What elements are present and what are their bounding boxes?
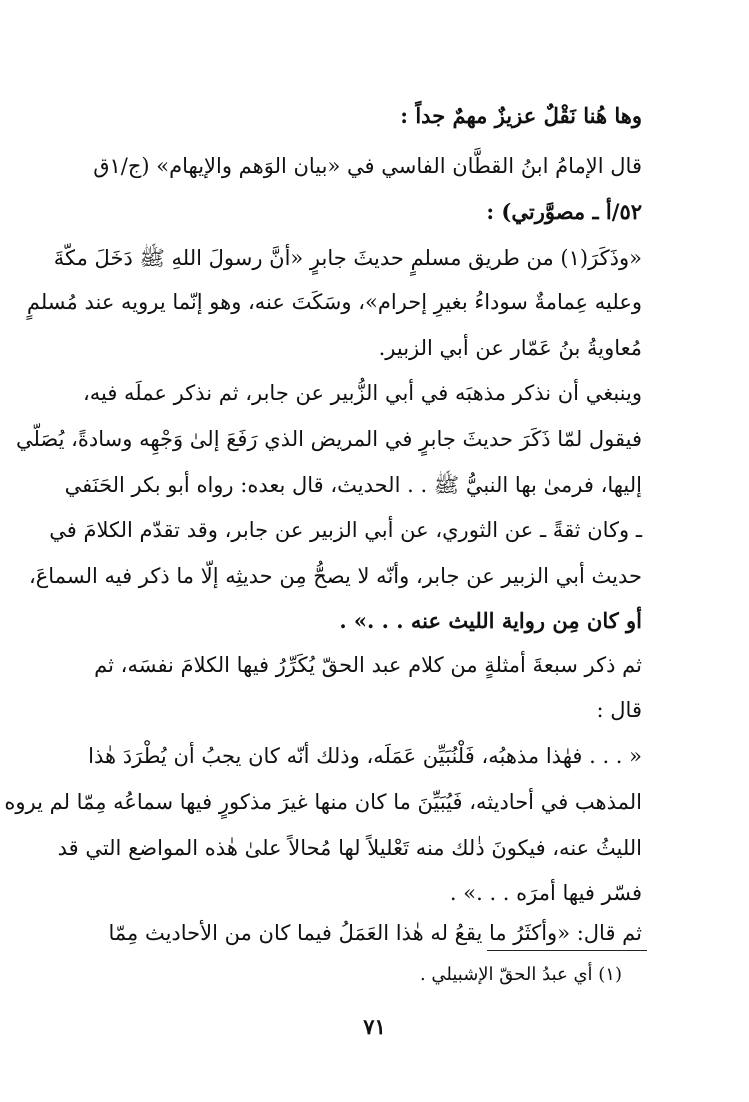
text-line-15: « . . . فهٰذا مذهبُه، فَلْنُبَيِّن عَمَلَه، وذلك أنّه كان يجبُ أن يُطْرَدَ هٰذا — [88, 744, 642, 768]
footnote-divider — [487, 950, 647, 951]
text-line-3: ٥٢/أ ـ مصوَّرتي) : — [486, 199, 642, 224]
text-line-4: «وذَكَرَ(١) من طريق مسلمٍ حديثَ جابرٍ «أنَّ رسولَ اللهِ ﷺ دَخَلَ مكّةَ — [53, 246, 642, 270]
footnote: (١) أي عبدُ الحقّ الإشبيلي . — [419, 964, 622, 985]
text-line-10: ـ وكان ثقةً ـ عن الثوري، عن أبي الزبير عن جابر، وقد تقدّم الكلامَ في — [49, 518, 642, 542]
text-line-6: مُعاويةُ بنُ عَمّار عن أبي الزبير. — [378, 336, 642, 360]
page-number: ٧١ — [363, 1014, 386, 1039]
text-line-12: أو كان مِن رواية الليث عنه . . .» . — [339, 608, 642, 633]
text-line-11: حديث أبي الزبير عن جابر، وأنّه لا يصحُّ مِن حديثِه إلّا ما ذكر فيه السماعَ، — [29, 564, 642, 588]
text-line-8: فيقول لمّا ذَكَرَ حديثَ جابرٍ في المريض الذي رَفَعَ إلىٰ وَجْهِه وسادةً، يُصَلّي — [15, 427, 642, 451]
text-line-16: المذهب في أحاديثه، فَيُبَيِّنَ ما كان منها غيرَ مذكورٍ فيها سماعُه مِمّا لم يروه — [4, 790, 642, 814]
text-line-13: ثم ذكر سبعةَ أمثلةٍ من كلام عبد الحقّ يُكَرِّرُ فيها الكلامَ نفسَه، ثم — [94, 653, 642, 677]
text-line-14: قال : — [596, 698, 642, 722]
text-line-9: إليها، فرمىٰ بها النبيُّ ﷺ . . الحديث، قال بعده: رواه أبو بكر الحَنَفي — [64, 473, 642, 497]
text-line-18: فسّر فيها أمرَه . . .» . — [449, 881, 642, 905]
text-line-2: قال الإمامُ ابنُ القطَّان الفاسي في «بيان الوَهم والإيهام» (ج/١ق — [93, 154, 642, 178]
text-line-1: وها هُنا نَقْلٌ عزيزٌ مهمٌ جداً : — [400, 103, 642, 128]
text-line-19: ثم قال: «وأكثَرُ ما يقعُ له هٰذا العَمَلُ فيما كان من الأحاديث مِمّا — [108, 921, 642, 945]
text-line-5: وعليه عِمامةٌ سوداءُ بغيرِ إحرام»، وسَكَتَ عنه، وهو إنّما يرويه عند مُسلمٍ — [26, 290, 642, 314]
text-line-17: الليثُ عنه، فيكونَ ذٰلك منه تَعْليلاً لها مُحالاً علىٰ هٰذه المواضع التي قد — [57, 836, 642, 860]
text-line-7: وينبغي أن نذكر مذهبَه في أبي الزُّبير عن جابر، ثم نذكر عملَه فيه، — [82, 381, 642, 405]
